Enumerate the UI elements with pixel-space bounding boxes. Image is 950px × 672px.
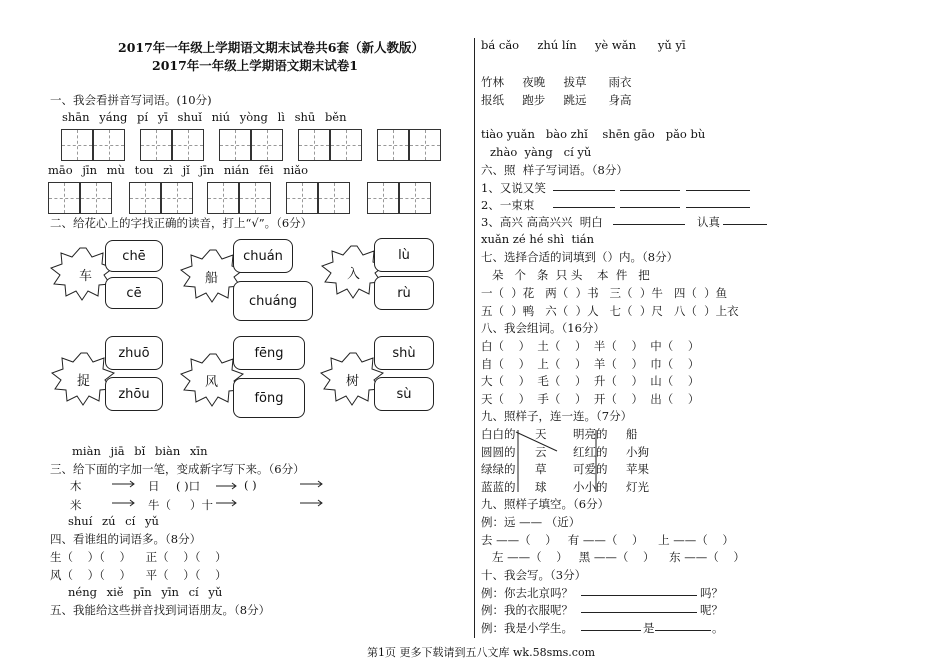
section6-example: 2、一束束 [481,198,535,212]
answer-line[interactable] [620,190,680,191]
section9-heading: 九、照样子，连一连。（7分） [481,409,633,423]
section6-pinyin: zhào yàng cí yǔ [490,145,592,159]
sentence-example: 例：我的衣服呢？ [481,603,573,617]
pronunciation-option[interactable]: fēng [233,336,305,370]
section6-example: 认真 [697,215,720,229]
section4-heading: 四、看谁组的词语多。（8分） [50,532,202,546]
word-row: 报纸 跑步 跳远 身高 [481,93,632,107]
pronunciation-option[interactable]: zhuō [105,336,163,370]
pinyin-words: bá cǎo zhú lín yè wǎn yǔ yī [481,38,686,52]
section8-heading: 八、我会组词。（16分） [481,321,605,335]
pronunciation-option[interactable]: chuáng [233,281,313,321]
answer-line[interactable] [686,190,750,191]
match-item[interactable]: 灯光 [626,480,649,494]
flower-char: 船 [205,271,219,286]
stroke-char: ( )口 [176,479,201,493]
match-item[interactable]: 小狗 [626,445,649,459]
match-item[interactable]: 蓝蓝的 [481,480,516,494]
section3-pinyin: miàn jiā bǐ biàn xīn [72,444,208,458]
match-item[interactable]: 天 [535,427,547,441]
sentence-mid: 是 [643,621,655,635]
sentence-suffix: 呢？ [700,603,723,617]
answer-line[interactable] [581,595,697,596]
section1-heading: 一、我会看拼音写词语。(10分) [50,93,212,107]
stroke-char: 米 [70,498,82,512]
match-item[interactable]: 绿绿的 [481,462,516,476]
section6-example: 3、高兴 高高兴兴 明白 [481,215,603,229]
answer-line[interactable] [613,224,685,225]
sentence-example: 例：你去北京吗？ [481,586,573,600]
answer-line[interactable] [655,630,711,631]
stroke-char: 木 [70,479,82,493]
answer-line[interactable] [553,207,615,208]
doc-title: 2017年一年级上学期语文期末试卷共6套（新人教版） [118,40,424,55]
answer-line[interactable] [553,190,615,191]
fill-row[interactable]: 一（ ）花 两（ ）书 三（ ）牛 四（ ）鱼 [481,286,728,300]
antonym-row[interactable]: 去 ——（ ） 有 ——（ ） 上 ——（ ） [481,533,734,547]
pronunciation-option[interactable]: rù [374,276,434,310]
section6-example: 1、又说又笑 [481,181,546,195]
match-item[interactable]: 云 [535,445,547,459]
sentence-suffix: 吗？ [700,586,723,600]
stroke-char: 牛（ [148,498,171,512]
section4-pinyin: shuí zú cí yǔ [68,514,159,528]
word-group-row[interactable]: 生（ ）（ ） 正（ ）（ ） [50,550,227,564]
flower-char: 树 [346,374,360,389]
pronunciation-option[interactable]: sù [374,377,434,411]
fill-row[interactable]: 天（ ） 手（ ） 开（ ） 出（ ） [481,392,700,406]
doc-subtitle: 2017年一年级上学期语文期末试卷1 [152,58,358,73]
section5-heading: 五、我能给这些拼音找到词语朋友。（8分） [50,603,271,617]
measure-words: 朵 个 条 只 头 本 件 把 [492,268,650,282]
flower-char: 车 [79,269,93,284]
section1-pinyin-row2: māo jīn mù tou zì jǐ jīn nián fēi niǎo [48,163,309,177]
pinyin-words: tiào yuǎn bào zhǐ shēn gāo pǎo bù [481,127,706,141]
section7-heading: 七、选择合适的词填到（）内。（8分） [481,250,679,264]
pronunciation-option[interactable]: zhōu [105,377,163,411]
answer-line[interactable] [581,630,641,631]
page-footer: 第1页 更多下载请到五八文库 wk.58sms.com [367,646,595,659]
section9b-heading: 九、照样子填空。（6分） [481,497,610,511]
flower-char: 风 [205,375,219,390]
pronunciation-option[interactable]: shù [374,336,434,370]
fill-row[interactable]: 大（ ） 毛（ ） 升（ ） 山（ ） [481,374,700,388]
section7-pinyin: xuǎn zé hé shì tián [481,232,595,246]
match-item[interactable]: 草 [535,462,547,476]
match-item[interactable]: 白白的 [481,427,516,441]
antonym-row[interactable]: 左 ——（ ） 黑 ——（ ） 东 ——（ ） [492,550,745,564]
match-item[interactable]: 小小的 [573,480,608,494]
pronunciation-option[interactable]: fōng [233,378,305,418]
section10-heading: 十、我会写。（3分） [481,568,587,582]
stroke-char: 日 [148,479,160,493]
match-item[interactable]: 红红的 [573,445,608,459]
word-row: 竹林 夜晚 拔草 雨衣 [481,75,632,89]
fill-row[interactable]: 自（ ） 上（ ） 羊（ ） 巾（ ） [481,357,700,371]
match-item[interactable]: 可爱的 [573,462,608,476]
section2-heading: 二、给花心上的字找正确的读音，打上“√”。（6分） [50,216,313,230]
pronunciation-option[interactable]: cē [105,277,163,309]
match-item[interactable]: 船 [626,427,638,441]
word-group-row[interactable]: 风（ ）（ ） 平（ ）（ ） [50,568,227,582]
match-item[interactable]: 球 [535,480,547,494]
pronunciation-option[interactable]: chuán [233,239,293,273]
section5-pinyin: néng xiě pīn yīn cí yǔ [68,585,223,599]
antonym-example: 例：远 —— （近） [481,515,581,529]
answer-line[interactable] [581,612,697,613]
answer-line[interactable] [620,207,680,208]
section1-pinyin-row1: shān yáng pí yī shuǐ niú yòng lì shū běn [62,110,347,124]
match-item[interactable]: 圆圆的 [481,445,516,459]
match-item[interactable]: 苹果 [626,462,649,476]
section6-heading: 六、照 样子写词语。（8分） [481,163,628,177]
stroke-char: ）十 [190,498,213,512]
sentence-suffix: 。 [712,621,724,635]
sentence-example: 例：我是小学生。 [481,621,573,635]
section3-heading: 三、给下面的字加一笔，变成新字写下来。（6分） [50,462,305,476]
pronunciation-option[interactable]: chē [105,240,163,272]
match-item[interactable]: 明亮的 [573,427,608,441]
fill-row[interactable]: 白（ ） 土（ ） 半（ ） 中（ ） [481,339,700,353]
answer-blank[interactable]: ( ) [244,478,257,492]
flower-char: 捉 [77,374,91,389]
fill-row[interactable]: 五（ ）鸭 六（ ）人 七（ ）尺 八（ ）上衣 [481,304,739,318]
answer-line[interactable] [686,207,750,208]
pronunciation-option[interactable]: lù [374,238,434,272]
answer-line[interactable] [723,224,767,225]
flower-char: 入 [347,267,361,282]
